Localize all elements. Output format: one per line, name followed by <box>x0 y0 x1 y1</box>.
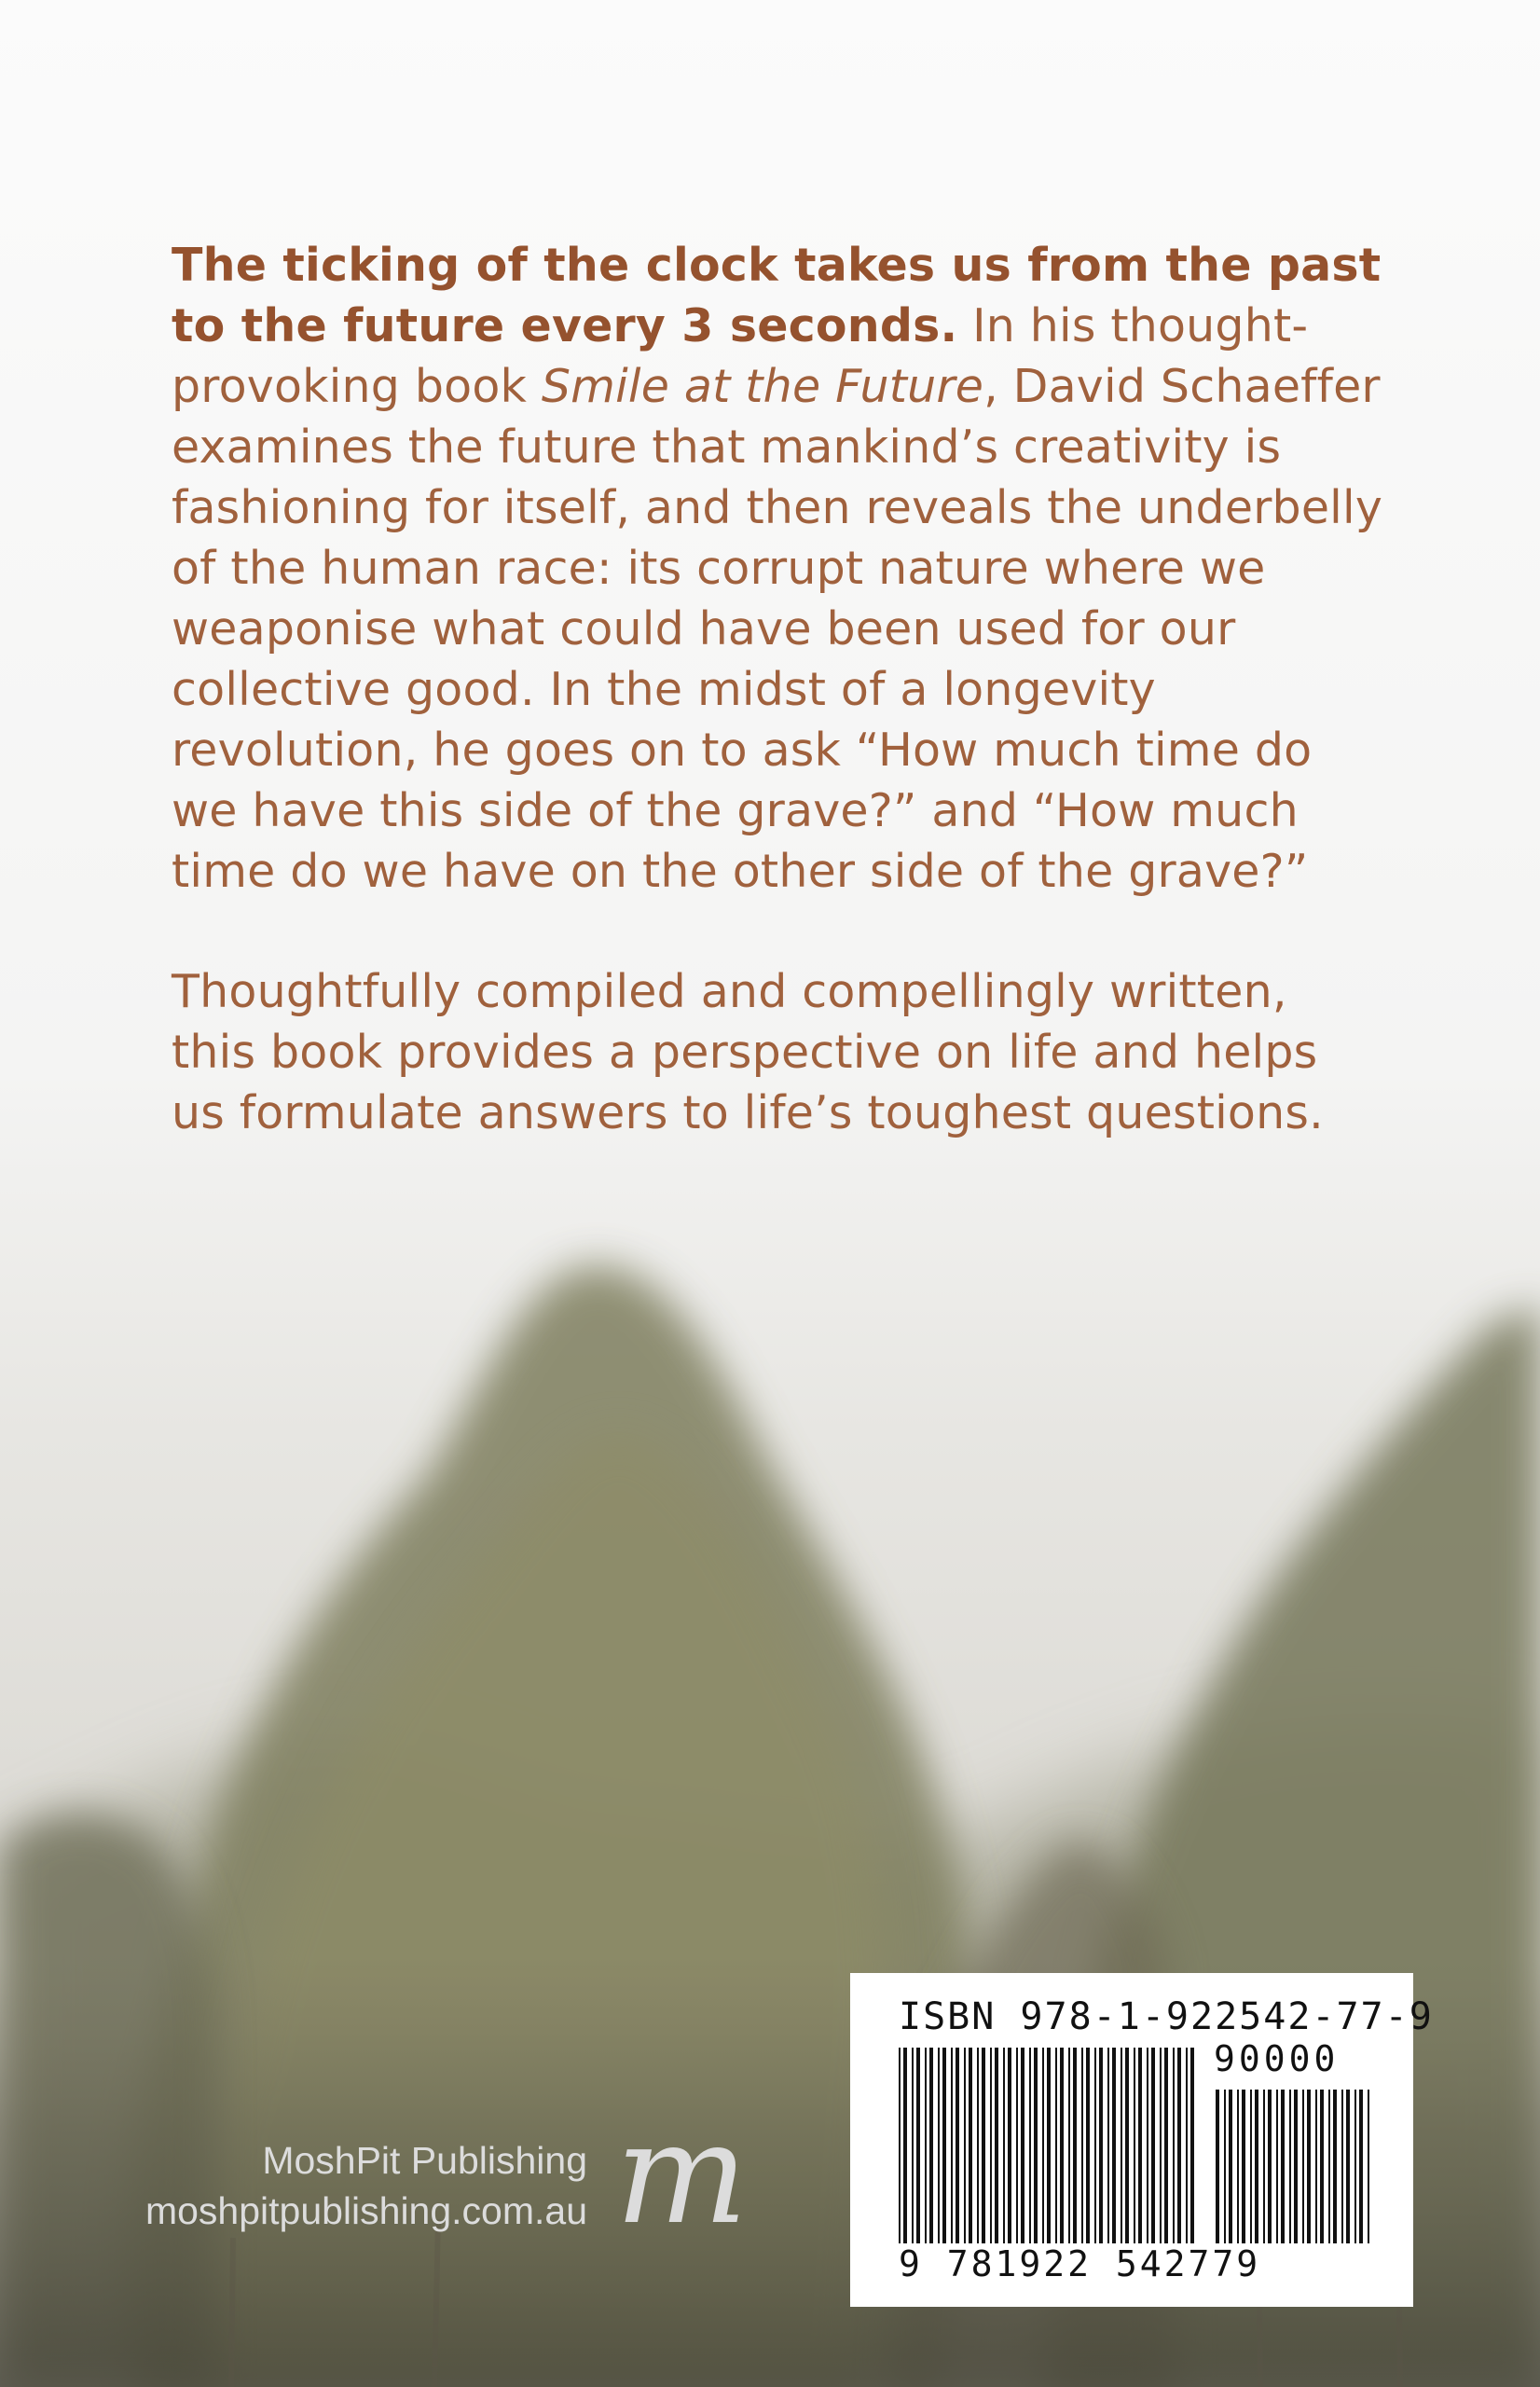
publisher-name: MoshPit Publishing <box>262 2139 587 2182</box>
blurb-paragraph-2: Thoughtfully compiled and compellingly written, this book provides a perspective on life and helps us formulate answers to life’s toughest questions. <box>172 965 1324 1139</box>
isbn-barcode <box>850 1973 1434 2307</box>
publisher-logo-letter: m <box>615 2112 749 2252</box>
book-title: Smile at the Future <box>541 360 984 413</box>
barcode-digits: 9 781922 542779 <box>899 2243 1261 2284</box>
blurb-text-segment: In his thought-provoking book <box>172 299 1309 413</box>
blurb-text <box>172 235 1383 1203</box>
isbn-label: ISBN 978-1-922542-77-9 <box>899 1995 1434 2038</box>
blurb-lead-sentence: The ticking of the clock takes us from the past to the future every 3 seconds. <box>172 239 1382 352</box>
publisher-website: moshpitpublishing.com.au <box>144 2189 587 2232</box>
blurb-text-segment: , David Schaeffer examines the future that mankind’s creativity is fashioning for itself, and then reveals the underbelly of the human race: its corrupt nature where we weaponise what could have been used for our collective good. In the midst of a longevity revolution, he goes on to ask “How much time do we have this side of the grave?” and “How much time do we have on the other side of the grave?” <box>172 360 1383 898</box>
barcode-addon-digits: 90000 <box>1214 2038 1340 2079</box>
moshpit-m-logo-icon <box>597 2112 783 2252</box>
blurb-paragraph-1 <box>172 235 1383 902</box>
publisher-info <box>112 2135 587 2236</box>
